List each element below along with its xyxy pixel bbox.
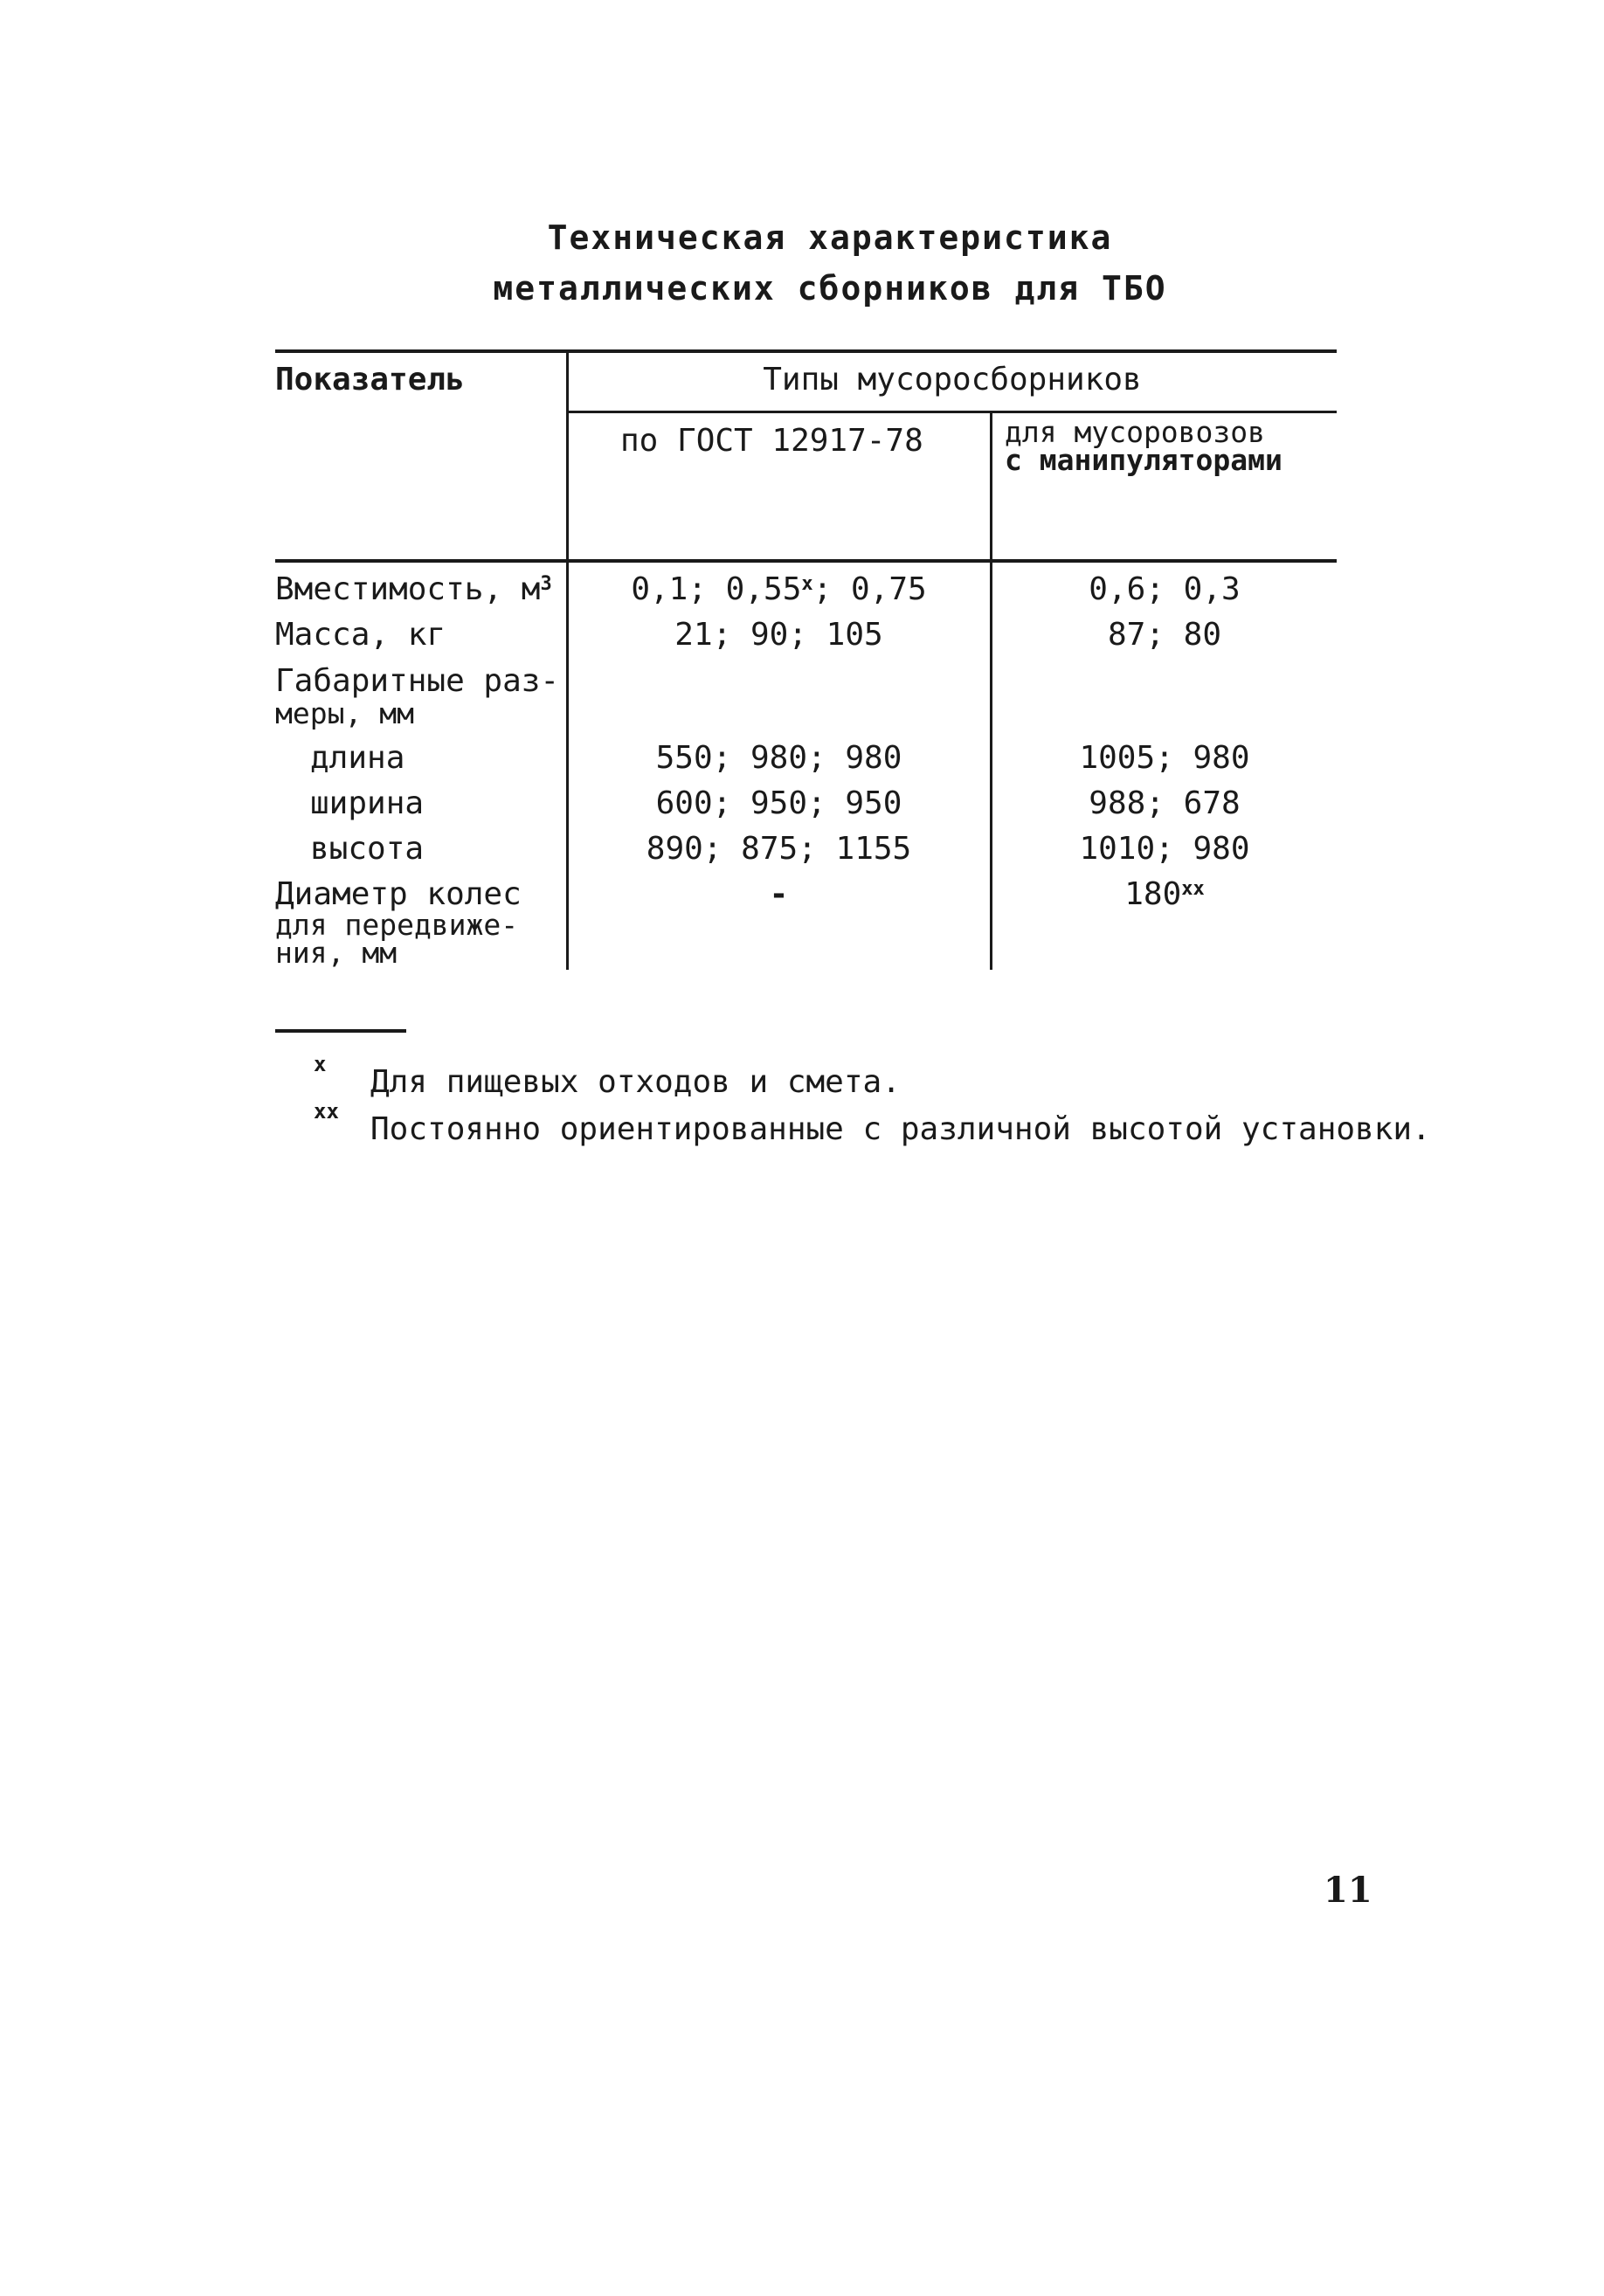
row-capacity-label: Вместимость, $м^3$	[275, 571, 552, 607]
table-header-bottom-rule	[275, 559, 1337, 563]
row-height-col2: 1010; 980	[1079, 831, 1250, 867]
row-capacity-col2: 0,6; 0,3	[1089, 571, 1241, 607]
header-col1: по ГОСТ 12917-78	[620, 423, 923, 459]
row-width-col1: 600; 950; 950	[655, 785, 902, 821]
row-mass-col2: 87; 80	[1107, 617, 1222, 653]
row-wheel-label-l3: ния, мм	[275, 936, 398, 970]
row-width-col2: 988; 678	[1089, 785, 1241, 821]
header-indicator: Показатель	[275, 362, 465, 398]
page-number: 11	[1324, 1870, 1372, 1911]
title-line-1: Техническая характеристика	[547, 218, 1113, 257]
row-length-label: длина	[310, 740, 405, 776]
row-height-label: высота	[310, 831, 425, 867]
row-wheel-col2: 180$^{xx}$	[1124, 876, 1205, 912]
row-dimensions-label-l2: меры, мм	[275, 696, 414, 730]
row-height-col1: 890; 875; 1155	[646, 831, 912, 867]
row-width-label: ширина	[310, 785, 425, 821]
header-col2-line1: для мусоровозов	[1005, 415, 1266, 449]
row-wheel-label-l1: Диаметр колес	[275, 876, 522, 912]
header-types: Типы мусоросборников	[763, 362, 1142, 398]
table-top-rule	[275, 349, 1337, 353]
footnote-rule	[275, 1029, 406, 1033]
row-wheel-col1: -	[769, 876, 789, 912]
row-mass-col1: 21; 90; 105	[674, 617, 883, 653]
row-capacity-col1: 0,1; 0,55$^x$; 0,75	[631, 571, 927, 607]
row-length-col2: 1005; 980	[1079, 740, 1250, 776]
footnote-2: xx Постоянно ориентированные с различной высотой установки.	[314, 1099, 1431, 1147]
row-mass-label: Масса, кг	[275, 617, 446, 653]
row-dimensions-label-l1: Габаритные раз-	[275, 663, 560, 699]
footnote-1: x Для пищевых отходов и смета.	[314, 1052, 901, 1100]
title-line-2: металлических сборников для ТБО	[493, 269, 1167, 308]
header-col2-line2: с манипуляторами	[1005, 443, 1283, 477]
row-length-col1: 550; 980; 980	[655, 740, 902, 776]
table-header-divider	[568, 411, 1337, 413]
row-wheel-label-l2: для передвиже-	[275, 908, 519, 942]
